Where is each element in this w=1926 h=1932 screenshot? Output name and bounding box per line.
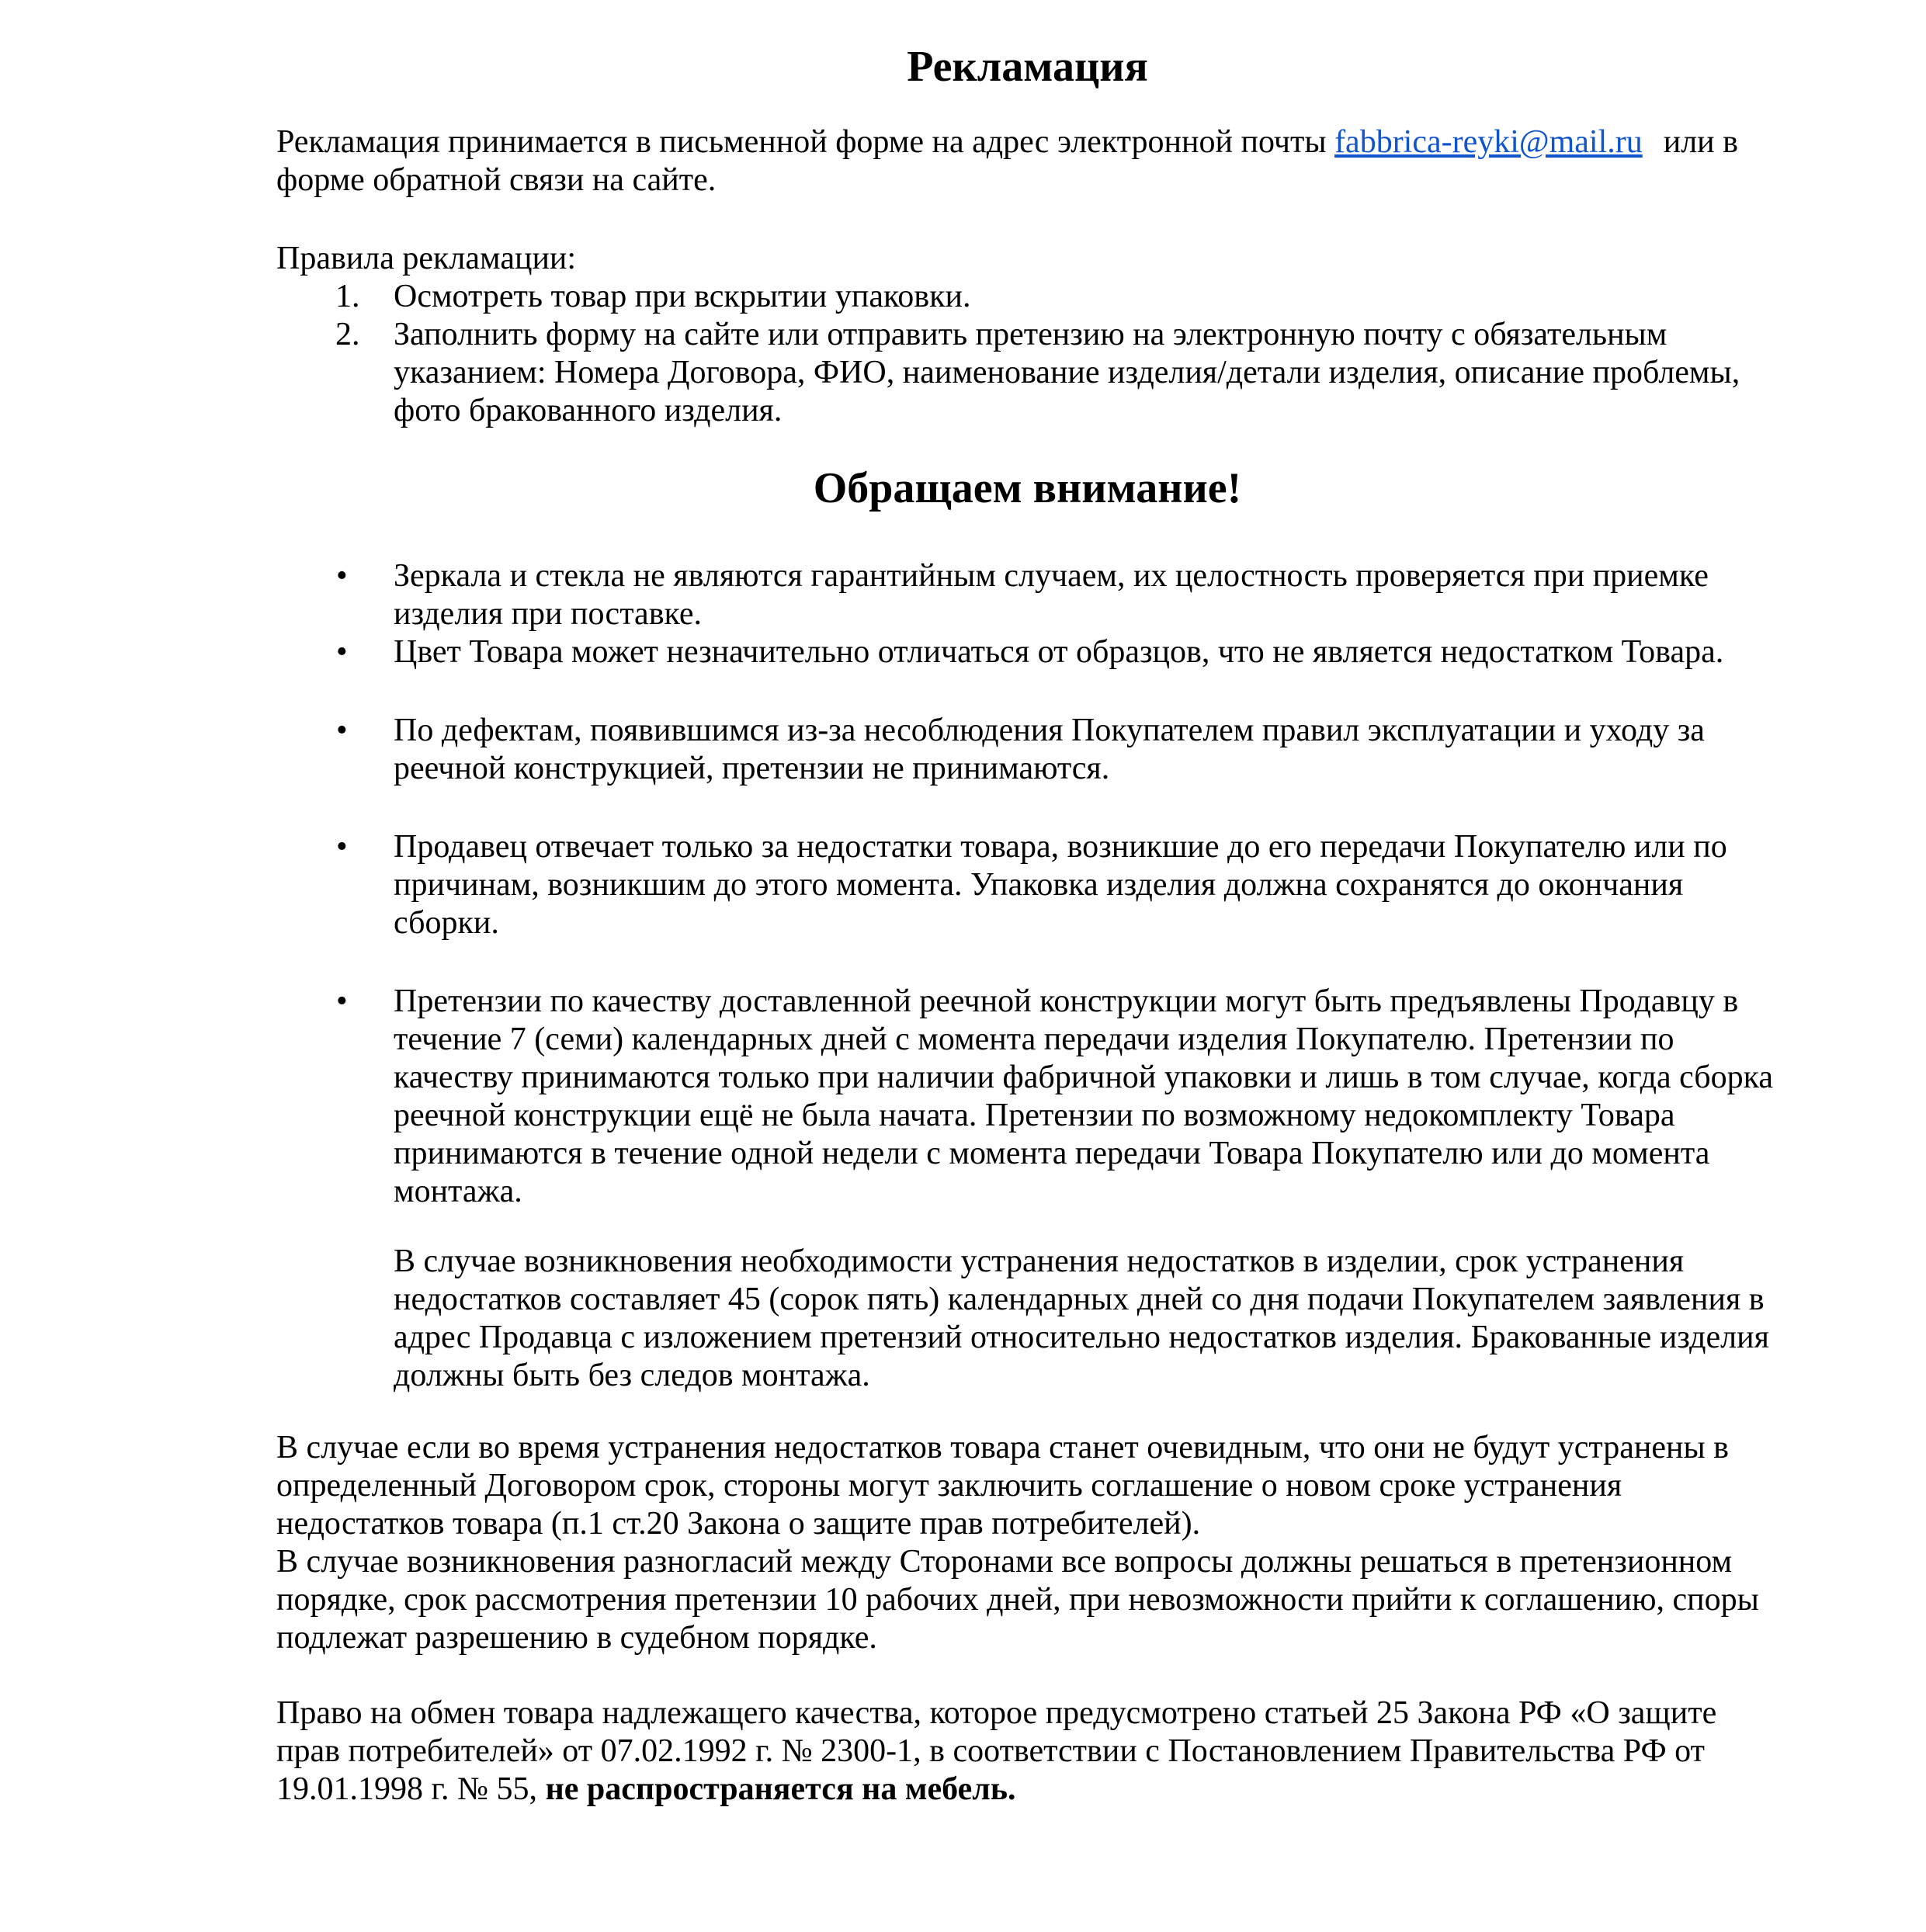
intro-text-after-link: или в форме обратной связи на сайте. xyxy=(276,124,1738,198)
bullet-item xyxy=(276,983,1779,1211)
list-item-text: Осмотреть товар при вскрытии упаковки. xyxy=(394,279,971,314)
list-item xyxy=(276,316,1779,430)
bullet-item-text: Зеркала и стекла не являются гарантийным случаем, их целостность проверяется при приемке изделия при поставке. xyxy=(394,558,1709,632)
bullet-icon: • xyxy=(336,713,348,748)
bullet-item xyxy=(276,557,1779,633)
bullet-item-text: Продавец отвечает только за недостатки товара, возникшие до его передачи Покупателю или по причинам, возникшим до этого момента. Упаковка изделия должна сохранятся до окончания сборки. xyxy=(394,829,1727,941)
bullet-icon: • xyxy=(336,558,348,594)
list-item xyxy=(276,278,1779,316)
page-title: Рекламация xyxy=(907,43,1148,91)
defect-removal-paragraph: В случае возникновения необходимости устранения недостатков в изделии, срок устранения недостатков составляет 45 (сорок пять) календарных дней со дня подачи Покупателем заявления в адрес Продавца с изложением претензий относительно недостатков изделия. Бракованные изделия должны быть без следов монтажа. xyxy=(394,1243,1769,1393)
list-item-number: 2. xyxy=(335,317,360,352)
closing-paragraph-2: В случае возникновения разногласий между Сторонами все вопросы должны решаться в претензионном порядке, срок рассмотрения претензии 10 рабочих дней, при невозможности прийти к соглашению, споры подлежат разрешению в судебном порядке. xyxy=(276,1544,1759,1656)
bullet-icon: • xyxy=(336,829,348,865)
bullet-item-text: Претензии по качеству доставленной реечной конструкции могут быть предъявлены Продавцу в течение 7 (семи) календарных дней с момента передачи изделия Покупателю. Претензии по качеству принимаются только при наличии фабричной упаковки и лишь в том случае, когда сборка реечной конструкции ещё не была начата. Претензии по возможному недокомплекту Товара принимаются в течение одной недели с момента передачи Товара Покупателю или до момента монтажа. xyxy=(394,983,1774,1209)
bullet-item xyxy=(276,828,1779,942)
bullet-item-text: Цвет Товара может незначительно отличаться от образцов, что не является недостатком Товара. xyxy=(394,634,1724,670)
rules-heading: Правила рекламации: xyxy=(276,241,577,276)
bullet-icon: • xyxy=(336,634,348,670)
bullet-item xyxy=(276,633,1779,671)
email-link[interactable]: fabbrica-reyki@mail.ru xyxy=(1334,124,1643,160)
rules-list xyxy=(276,278,1779,430)
list-item-text: Заполнить форму на сайте или отправить претензию на электронную почту с обязательным указанием: Номера Договора, ФИО, наименование изделия/детали изделия, описание проблемы, фото бракованного изделия. xyxy=(394,317,1740,428)
closing-paragraph-1: В случае если во время устранения недостатков товара станет очевидным, что они не будут устранены в определенный Договором срок, стороны могут заключить соглашение о новом сроке устранения недостатков товара (п.1 ст.20 Закона о защите прав потребителей). xyxy=(276,1430,1729,1542)
list-item-number: 1. xyxy=(335,279,360,314)
document-page xyxy=(0,42,1926,1932)
final-paragraph-bold-text: не распространяется на мебель. xyxy=(545,1771,1016,1807)
bullet-item xyxy=(276,712,1779,788)
attention-heading: Обращаем внимание! xyxy=(813,464,1242,512)
attention-bullet-list xyxy=(276,557,1779,1211)
intro-text-before-link: Рекламация принимается в письменной форме на адрес электронной почты xyxy=(276,124,1335,160)
final-paragraph xyxy=(276,1694,1779,1809)
bullet-icon: • xyxy=(336,983,348,1019)
intro-paragraph xyxy=(276,123,1779,199)
final-paragraph-text: Право на обмен товара надлежащего качества, которое предусмотрено статьей 25 Закона РФ «О защите прав потребителей» от 07.02.1992 г. № 2300-1, в соответствии с Постановлением Правительства РФ от 19.01.1998 г. № 55, xyxy=(276,1695,1717,1807)
bullet-item-text: По дефектам, появившимся из-за несоблюдения Покупателем правил эксплуатации и уходу за реечной конструкцией, претензии не принимаются. xyxy=(394,713,1705,786)
